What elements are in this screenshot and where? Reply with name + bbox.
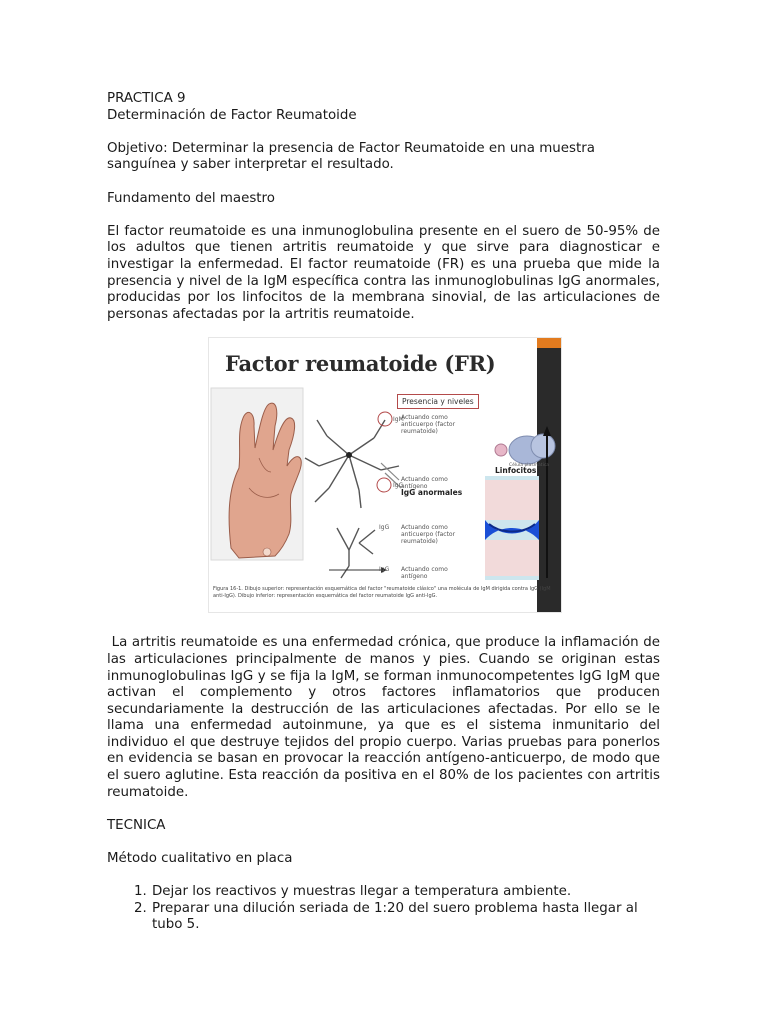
- figure-label-anticuerpo-2: Actuando como anticuerpo (factor reumatoide): [401, 524, 456, 546]
- factor-reumatoide-figure: [208, 337, 562, 613]
- figure-label-igg-2: IgG: [379, 524, 390, 532]
- figure-label-celula: Célula plasmática: [509, 463, 550, 469]
- figure-caption: Figura 16-1. Dibujo superior: representación esquemática del factor "reumatoide clásico" una molécula de IgM dirigida contra IgG (IgM anti-IgG). Dibujo inferior: representación esquemática del factor reumatoide IgG anti-IgG.: [213, 586, 551, 599]
- steps-list: [107, 884, 660, 934]
- document-page: [107, 91, 665, 934]
- document-title: Determinación de Factor Reumatoide: [107, 107, 357, 123]
- figure-label-antigeno-2: Actuando como antígeno: [401, 566, 448, 581]
- figure-label-igg-anormales: IgG anormales: [401, 488, 463, 498]
- artritis-paragraph: La artritis reumatoide es una enfermedad crónica, que produce la inflamación de las articulaciones principalmente de manos y pies. Cuando se originan estas inmunoglobulinas IgG y se fija la IgM, se forman inmunocompetentes IgG IgM que activan el complemento y otros factores inflamatorios que producen secundariamente la destrucción de las articulaciones afectadas. Por ello se le llama una enfermedad autoinmune, ya que es el sistema inmunitario del individuo el que destruye tejidos del propio cuerpo. Varias pruebas para ponerlos en evidencia se basan en provocar la reacción antígeno-anticuerpo, de modo que el suero aglutine. Esta reacción da positiva en el 80% de los pacientes con artritis reumatoide.: [107, 635, 665, 800]
- figure-label-anticuerpo: Actuando como anticuerpo (factor reumatoide): [401, 414, 456, 436]
- tecnica-heading: TECNICA: [107, 817, 166, 833]
- igm-pentamer-diagram: [305, 420, 399, 508]
- practice-number: PRACTICA 9: [107, 91, 186, 106]
- figure-badge-presencia: Presencia y niveles: [397, 394, 479, 409]
- fundamento-heading: Fundamento del maestro: [107, 190, 275, 206]
- figure-label-antigeno: Actuando como antígeno: [401, 476, 448, 491]
- fundamento-paragraph: El factor reumatoide es una inmunoglobulina presente en el suero de 50-95% de los adultos que tienen artritis reumatoide y que sirve para diagnosticar e investigar la enfermedad. El factor reumatoide (FR) es una prueba que mide la presencia y nivel de la IgM específica contra las inmunoglobulinas IgG anormales, producidas por los linfocitos de la membrana sinovial, de las articulaciones de personas afectadas por la artritis reumatoide.: [107, 223, 660, 322]
- step-item: 1. Dejar los reactivos y muestras llegar a temperatura ambiente.: [151, 884, 660, 901]
- arthritic-hand-illustration: [211, 388, 303, 560]
- synovial-joint-diagram: [485, 434, 555, 580]
- step-item: 2. Preparar una dilución seriada de 1:20 del suero problema hasta llegar al tubo 5.: [151, 901, 660, 934]
- method-heading: Método cualitativo en placa: [107, 851, 293, 867]
- objective-text: Objetivo: Determinar la presencia de Factor Reumatoide en una muestra sanguínea y saber interpretar el resultado.: [107, 140, 595, 173]
- figure-label-igm: IgM: [393, 416, 404, 424]
- figure-title: Factor reumatoide (FR): [225, 351, 496, 377]
- figure-label-linfocitos: Linfocitos: [495, 466, 537, 476]
- figure-label-igg-3: IgG: [379, 566, 390, 574]
- figure-label-igg-1: IgG: [393, 482, 404, 490]
